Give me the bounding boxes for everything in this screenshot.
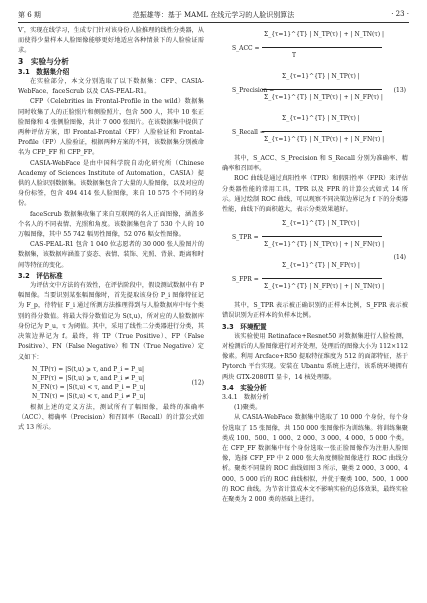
tpr-formula: [222, 217, 408, 262]
equation-line: N_FP(τ) = |S(t,u) ⩾ τ, and P_i ≠ P_u|: [32, 374, 145, 382]
acc-formula: [222, 28, 408, 68]
page-number: · 23 ·: [391, 10, 409, 18]
equation-line: N_TN(τ) = |S(t,u) < τ, and P_i ≠ P_u|: [32, 392, 146, 400]
formula-denominator: Σ_{τ=1}^{T} | N_TP(τ) | + | N_FN(τ) |: [264, 136, 385, 143]
equation-12: [18, 365, 204, 401]
equation-line: N_TP(τ) = |S(t,u) ⩾ τ, and P_i = P_u|: [32, 365, 145, 373]
section-3-4-heading: 3.4 实验分析: [222, 383, 267, 392]
paragraph: 为评估文中方法的有效性，在评估阶段中，假设测试数据中有 P 幅图像。当要识别某张幅图像时，首先提取该身份 P_i 图像特征记为 F_p，待特征 F_i 通过所测方法推理得到与人脸数据库中每个类别的得分数值。将最大得分数值记为 S(t,u)，所对应的人脸数据库身份记为 P_u，τ 为阈值。其中，采用了线性二分类器进行分类，其决策边界记为 f。最终，将 TP（True Positive）、FP（False Positive）、FN（False Negative）和 TN（True Negative）定义如下：: [18, 282, 204, 361]
equation-number: (12): [191, 379, 204, 387]
left-column: [18, 26, 204, 433]
equation-number: (13): [393, 87, 406, 94]
formula-numerator: Σ_{τ=1}^{T} | N_TP(τ) |: [282, 115, 360, 122]
equation-13: [222, 28, 408, 152]
formula-lhs: S_ACC =: [232, 45, 260, 52]
running-title: 范振雄等：基于 MAML 在线元学习的人脸识别算法: [132, 11, 295, 19]
equation-number: (14): [393, 254, 406, 262]
section-3-3-heading: 3.3 环境配置: [222, 322, 267, 331]
paragraph: 其中，S_ACC、S_Precision 和 S_Recall 分别为准确率、精确率和召回率。: [222, 155, 408, 173]
paragraph: CAS-PEAL-R1 包含 1 040 位志愿者的 30 000 张人脸图片的数据集，该数据库涵盖了姿态、表情、装饰、光照、背景、距离和时间等特征的变化。: [18, 241, 204, 269]
section-3-2-heading: 3.2 评估标准: [18, 271, 63, 280]
section-3-4-1-heading: 3.4.1 数据分析: [222, 394, 269, 402]
formula-numerator: Σ_{τ=1}^{T} | N_TP(τ) |: [282, 220, 360, 228]
section-3-1-heading: 3.1 数据集介绍: [18, 67, 70, 76]
formula-lhs: S_TPR =: [232, 234, 259, 242]
formula-denominator: Σ_{τ=1}^{T} | N_TP(τ) | + | N_FP(τ) |: [264, 94, 383, 101]
equation-14: [222, 217, 408, 299]
section-3-heading: 3 实验与分析: [18, 56, 69, 66]
paragraph: 根据上述的定义方法，测试所有了幅图像，最终的准确率（ACC）、精确率（Precision）和召回率（Recall）的计算公式如式 13 所示。: [18, 403, 204, 432]
formula-denominator: T: [292, 52, 297, 59]
fraction-bar: [262, 47, 382, 48]
formula-lhs: S_FPR =: [232, 276, 259, 284]
formula-denominator: Σ_{τ=1}^{T} | N_TP(τ) | + | N_FN(τ) |: [264, 241, 385, 249]
recall-formula: [222, 112, 408, 152]
formula-denominator: Σ_{τ=1}^{T} | N_FP(τ) | + | N_TN(τ) |: [264, 283, 385, 291]
fraction-bar: [262, 131, 382, 132]
paragraph: 该实验使用 Retinaface+Resnet50 对数据集进行人脸检测，对检测后的人脸图像进行对齐处理，处理后的图像大小为 112×112 像素。利用 Arcface+R50 提取特征维度为 512 的面部特征，基于 Pytorch 平台实现。安装在 Ubantu 系统上进行，该系统环境拥有两块 GTX-2080TI 显卡，14 核处理器。: [222, 332, 408, 381]
right-column: [222, 26, 408, 505]
fraction-bar: [262, 236, 382, 237]
fpr-formula: [222, 259, 408, 299]
header-rule: [18, 22, 409, 23]
formula-numerator: Σ_{τ=1}^{T} | N_FP(τ) |: [282, 262, 360, 270]
paragraph: 从 CASIA-WebFace 数据集中选取了 10 000 个身份，每个身份选取了 15 张图像，共 150 000 张图像作为训练集。将训练集聚类成 100、500、1 000、2 000、3 000、4 000、5 000 个类。在 CFP_FF 数据集中每个身份选取一张正脸图像作为注册人脸图像，选择 CFP_FP 中 2 000 张大角度侧脸图像进行 ROC 曲线分析。聚类不同量的 ROC 曲线如图 3 所示，聚类 2 000、3 000、4 000、5 000 后的 ROC 曲线相似，并优于聚类 100、500、1 000 的 ROC 曲线。为节省计算成本文不影响实验的总体效果，最终实验在聚类为 2 000 类的基础上进行。: [222, 414, 409, 504]
paragraph: CASIA-WebFace 是由中国科学院自动化研究所（Chinese Academy of Sciences Institute of Automation，CASIA）提供的人脸识别数据集。该数据集包含了大量的人脸图像，以及对应的身份标签，包含 494 414 张人脸图像，来自 10 575 个不同的身份。: [18, 159, 204, 208]
fraction-bar: [262, 278, 382, 279]
intro-paragraph: V′，实现在线学习，生成专门针对该身份人脸推理的线性分类器，从而使得少量样本人脸图像能够更好地适应各种情景下的人脸验证需求。: [18, 27, 204, 55]
formula-lhs: S_Recall =: [232, 129, 265, 136]
issue-number: 第 6 期: [18, 11, 41, 19]
running-header: [18, 10, 409, 22]
paragraph: CFP（Celebrities in Frontal-Profile in the wild）数据集同时收集了人的正脸照片和侧脸照片，包含 500 人，其中 10 张正脸图像和 4 张侧脸图像，共计 7 000 张图片。在该数据集中提供了两种评估方案，即 Frontal-Frontal（FF）人脸验证和 Frontal-Profile（FP）人脸验证，根据两种方案的不同，该数据集分别被命名为 CFP_FF 和 CFP_FP。: [18, 98, 204, 157]
subheading-clustering: (1)聚类。: [234, 404, 262, 412]
fraction-bar: [262, 89, 382, 90]
paragraph: ROC 曲线是通过真阳性率（TPR）和假阳性率（FPR）来评估分类器性能的常用工具，TPR 以及 FPR 的计算公式如式 14 所示。通过绘制 ROC 曲线，可以观察不同决策边界记为 f 下的分类器性能，曲线下的面积越大，表示分类效果越好。: [222, 175, 408, 214]
paragraph: faceScrub 数据集收集了来自互联网的名人正面图像，涵盖多个名人的不同表情、光照和角度。该数据集包含了 530 个人的 10 万幅图像，其中 55 742 幅男性图像，52 076 幅女性图像。: [18, 210, 204, 239]
paragraph: 在实验部分，本文分别选取了以下数据集：CFP、CASIA-WebFace、faceScrub 以及 CAS-PEAL-R1。: [18, 78, 204, 96]
formula-numerator: Σ_{τ=1}^{T} | N_TP(τ) | + | N_TN(τ) |: [264, 31, 384, 38]
formula-numerator: Σ_{τ=1}^{T} | N_TP(τ) |: [282, 73, 360, 80]
formula-lhs: S_Precision =: [232, 87, 275, 94]
precision-formula: [222, 70, 408, 110]
equation-line: N_FN(τ) = |S(t,u) < τ, and P_i = P_u|: [32, 383, 146, 391]
paragraph: 其中，S_TPR 表示被正确识别的正样本比例，S_FPR 表示被错误识别为正样本的负样本比例。: [222, 302, 408, 320]
